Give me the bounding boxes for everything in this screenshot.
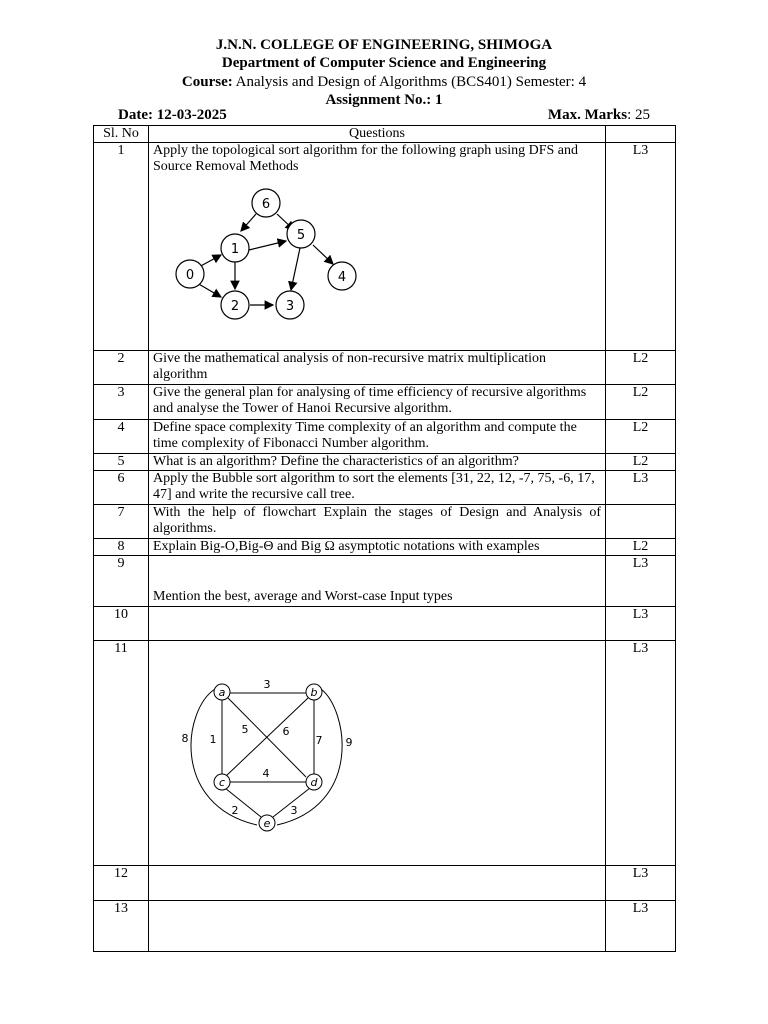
- question-cell: [149, 641, 606, 866]
- node-label: 6: [261, 197, 271, 212]
- question-text: Explain Big-O,Big-Θ and Big Ω asymptotic notations with examples: [149, 539, 606, 556]
- question-number: 2: [94, 351, 149, 385]
- table-row: [94, 351, 676, 385]
- edge-weight: 2: [231, 804, 239, 817]
- edge-weight: 3: [263, 678, 271, 691]
- question-level: L2: [606, 385, 676, 420]
- question-text: What is an algorithm? Define the characteristics of an algorithm?: [149, 454, 606, 471]
- edge-weight: 6: [282, 725, 290, 738]
- question-number: 11: [94, 641, 149, 866]
- node-label: c: [218, 776, 226, 789]
- header-questions: Questions: [149, 126, 606, 143]
- question-level: L2: [606, 351, 676, 385]
- node-label: 5: [296, 228, 306, 243]
- college-name: J.N.N. COLLEGE OF ENGINEERING, SHIMOGA: [215, 37, 553, 53]
- question-text: With the help of flowchart Explain the stages of Design and Analysis of algorithms.: [149, 505, 606, 539]
- question-level: L3: [606, 556, 676, 607]
- node-label: e: [263, 817, 271, 830]
- question-cell: [149, 143, 606, 351]
- edge-5-3: [291, 248, 300, 290]
- table-row: [94, 505, 676, 539]
- question-level: L3: [606, 471, 676, 505]
- table-row: [94, 866, 676, 901]
- weighted-graph-figure: [153, 675, 373, 865]
- edge-b-c: [225, 698, 308, 777]
- edge-weight: 3: [290, 804, 298, 817]
- edge-weight: 8: [181, 732, 189, 745]
- max-marks-value: : 25: [627, 107, 650, 123]
- table-row: [94, 901, 676, 952]
- node-label: 3: [285, 299, 295, 314]
- department-name: Department of Computer Science and Engineering: [221, 55, 547, 71]
- question-level: L3: [606, 641, 676, 866]
- question-number: 12: [94, 866, 149, 901]
- question-text: Give the general plan for analysing of time efficiency of recursive algorithms and analyse the Tower of Hanoi Recursive algorithm.: [149, 385, 606, 420]
- edge-6-1: [241, 214, 256, 231]
- question-level: L2: [606, 454, 676, 471]
- topological-graph-figure: [153, 175, 373, 335]
- table-row: [94, 641, 676, 866]
- edge-1-5: [249, 241, 286, 250]
- course-label: Course:: [181, 74, 233, 90]
- table-row: [94, 385, 676, 420]
- question-text: Apply the Bubble sort algorithm to sort the elements [31, 22, 12, -7, 75, -6, 17, 47] and write the recursive call tree.: [149, 471, 606, 505]
- table-row: [94, 607, 676, 641]
- node-label: 4: [337, 270, 347, 285]
- node-label: d: [310, 776, 318, 789]
- edge-weight: 9: [345, 736, 353, 749]
- question-level: L3: [606, 866, 676, 901]
- node-label: 0: [185, 268, 195, 283]
- question-text: [149, 901, 606, 952]
- edge-weight: 4: [262, 767, 270, 780]
- question-number: 9: [94, 556, 149, 607]
- table-row: [94, 454, 676, 471]
- table-row: [94, 539, 676, 556]
- node-label: 2: [230, 299, 240, 314]
- question-text: Mention the best, average and Worst-case Input types: [149, 556, 606, 607]
- question-number: 4: [94, 420, 149, 454]
- edge-0-2: [197, 283, 221, 297]
- question-level: L2: [606, 539, 676, 556]
- question-number: 3: [94, 385, 149, 420]
- question-level: L3: [606, 143, 676, 351]
- question-level: L3: [606, 607, 676, 641]
- question-number: 6: [94, 471, 149, 505]
- edge-a-e: [191, 689, 257, 825]
- assignment-number: Assignment No.: 1: [325, 92, 443, 108]
- edge-weight: 1: [209, 733, 217, 746]
- header-sl-no: Sl. No: [94, 126, 149, 143]
- table-row: [94, 471, 676, 505]
- max-marks: [548, 107, 650, 124]
- header-level: [606, 126, 676, 143]
- question-level: L3: [606, 901, 676, 952]
- edge-weight: 5: [241, 723, 249, 736]
- question-number: 13: [94, 901, 149, 952]
- question-text: [149, 607, 606, 641]
- question-number: 7: [94, 505, 149, 539]
- course-line: [0, 73, 768, 91]
- questions-table: [93, 125, 676, 952]
- question-level: L2: [606, 420, 676, 454]
- question-number: 8: [94, 539, 149, 556]
- question-level: [606, 505, 676, 539]
- question-number: 10: [94, 607, 149, 641]
- question-number: 5: [94, 454, 149, 471]
- table-row: [94, 143, 676, 351]
- question-text: [149, 866, 606, 901]
- edge-c-e: [225, 788, 261, 817]
- node-label: 1: [230, 242, 240, 257]
- node-label: a: [218, 686, 226, 699]
- assignment-date: Date: 12-03-2025: [118, 107, 227, 123]
- node-label: b: [310, 686, 318, 699]
- question-number: 1: [94, 143, 149, 351]
- max-marks-label: Max. Marks: [547, 107, 628, 123]
- question-text: Give the mathematical analysis of non-recursive matrix multiplication algorithm: [149, 351, 606, 385]
- table-row: [94, 556, 676, 607]
- table-header-row: [94, 126, 676, 143]
- question-text: Apply the topological sort algorithm for the following graph using DFS and Source Removal Methods: [153, 143, 579, 174]
- edge-5-4: [313, 245, 333, 264]
- question-text: Define space complexity Time complexity of an algorithm and compute the time complexity of Fibonacci Number algorithm.: [149, 420, 606, 454]
- edge-weight: 7: [315, 734, 323, 747]
- course-text: Analysis and Design of Algorithms (BCS401) Semester: 4: [232, 74, 587, 90]
- table-row: [94, 420, 676, 454]
